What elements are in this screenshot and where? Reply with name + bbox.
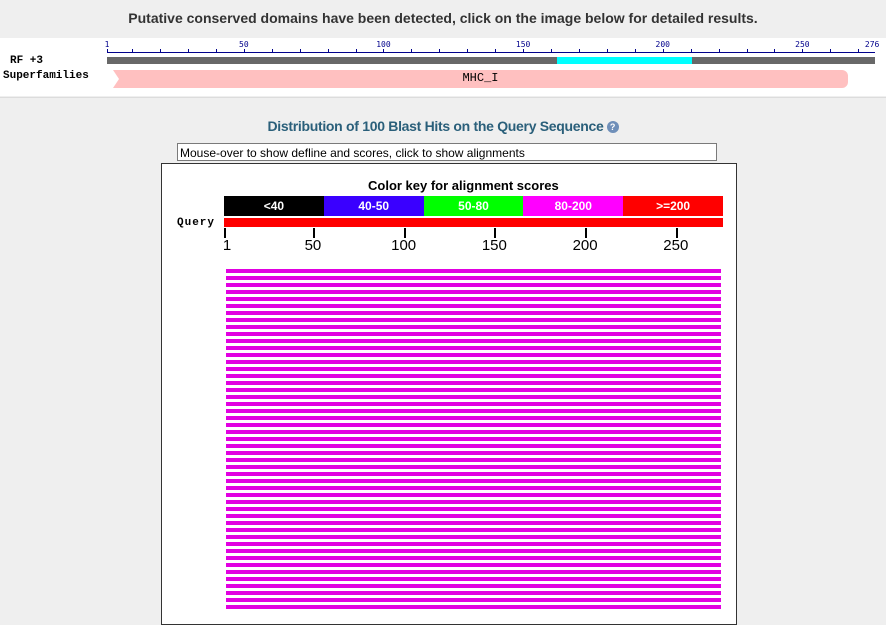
blast-hit-bar[interactable] xyxy=(226,577,721,581)
blast-hit-bar[interactable] xyxy=(226,598,721,602)
blast-hit-bar[interactable] xyxy=(226,465,721,469)
blast-hit-bar[interactable] xyxy=(226,311,721,315)
blast-hit-bar[interactable] xyxy=(226,374,721,378)
cdd-ruler-label: 200 xyxy=(655,40,670,49)
query-axis-label: 150 xyxy=(481,237,507,254)
blast-hit-bar[interactable] xyxy=(226,458,721,462)
query-axis-label: 200 xyxy=(572,237,598,254)
blast-hit-bar[interactable] xyxy=(226,563,721,567)
color-key-50-80: 50-80 xyxy=(424,196,524,216)
query-axis-label: 100 xyxy=(391,237,417,254)
cdd-ruler-label: 250 xyxy=(795,40,810,49)
color-key-under-40: <40 xyxy=(224,196,324,216)
blast-hit-bar[interactable] xyxy=(226,570,721,574)
blast-hit-bar[interactable] xyxy=(226,388,721,392)
blast-hit-bar[interactable] xyxy=(226,437,721,441)
cdd-ruler-label: 1 xyxy=(104,40,110,49)
blast-hit-bar[interactable] xyxy=(226,451,721,455)
blast-hit-bar[interactable] xyxy=(226,367,721,371)
cdd-ruler-label: 150 xyxy=(515,40,531,49)
query-label: Query xyxy=(177,217,216,229)
blast-hit-bar[interactable] xyxy=(226,542,721,546)
blast-hit-bar[interactable] xyxy=(226,290,721,294)
domain-notice: Putative conserved domains have been detected, click on the image below for detailed results. xyxy=(128,10,758,26)
query-axis-label: 250 xyxy=(663,237,689,254)
blast-hit-bar[interactable] xyxy=(226,472,721,476)
blast-hit-bar[interactable] xyxy=(226,535,721,539)
blast-hit-bar[interactable] xyxy=(226,556,721,560)
blast-hit-bar[interactable] xyxy=(226,584,721,588)
blast-hit-bar[interactable] xyxy=(226,479,721,483)
blast-hit-bar[interactable] xyxy=(226,304,721,308)
blast-hit-bar[interactable] xyxy=(226,500,721,504)
blast-hit-bar[interactable] xyxy=(226,269,721,273)
distribution-title-text: Distribution of 100 Blast Hits on the Query Sequence xyxy=(267,118,604,134)
superfamilies-label: Superfamilies xyxy=(3,70,89,82)
blast-hit-bar[interactable] xyxy=(226,276,721,280)
blast-hit-bar[interactable] xyxy=(226,549,721,553)
blast-hit-bar[interactable] xyxy=(226,591,721,595)
blast-hit-bar[interactable] xyxy=(226,297,721,301)
blast-hit-bar[interactable] xyxy=(226,528,721,532)
cdd-ruler-label: 276 xyxy=(864,40,880,49)
query-axis-label: 1 xyxy=(222,237,232,254)
mhc-i-domain-label: MHC_I xyxy=(462,71,499,85)
cdd-ruler-label: 100 xyxy=(376,40,391,49)
blast-hit-bar[interactable] xyxy=(226,444,721,448)
blast-hit-bar[interactable] xyxy=(226,507,721,511)
query-axis-label: 50 xyxy=(304,237,322,254)
blast-hit-bar[interactable] xyxy=(226,605,721,609)
defline-input[interactable]: Mouse-over to show defline and scores, click to show alignments xyxy=(177,143,717,161)
blast-hit-bar[interactable] xyxy=(226,332,721,336)
blast-hit-bar[interactable] xyxy=(226,360,721,364)
blast-hit-bar[interactable] xyxy=(226,402,721,406)
color-key-200-plus: >=200 xyxy=(623,196,723,216)
color-key-80-200: 80-200 xyxy=(523,196,623,216)
blast-hit-bar[interactable] xyxy=(226,346,721,350)
question-circle-icon[interactable]: ? xyxy=(607,121,619,133)
blast-hit-bar[interactable] xyxy=(226,381,721,385)
blast-hit-bar[interactable] xyxy=(226,423,721,427)
color-key-40-50: 40-50 xyxy=(324,196,424,216)
blast-hit-bar[interactable] xyxy=(226,353,721,357)
blast-hit-bar[interactable] xyxy=(226,339,721,343)
color-key-title: Color key for alignment scores xyxy=(368,178,559,193)
blast-hit-bar[interactable] xyxy=(226,486,721,490)
blast-hit-bar[interactable] xyxy=(226,283,721,287)
blast-hit-bar[interactable] xyxy=(226,493,721,497)
blast-hit-bar[interactable] xyxy=(226,430,721,434)
blast-hit-bar[interactable] xyxy=(226,416,721,420)
blast-hit-bar[interactable] xyxy=(226,318,721,322)
blast-hit-bar[interactable] xyxy=(226,409,721,413)
blast-hit-bar[interactable] xyxy=(226,395,721,399)
blast-hit-bar[interactable] xyxy=(226,325,721,329)
blast-hit-bar[interactable] xyxy=(226,514,721,518)
blast-hit-bar[interactable] xyxy=(226,521,721,525)
cdd-ruler-label: 50 xyxy=(239,40,249,49)
reading-frame-label: RF +3 xyxy=(10,55,44,67)
